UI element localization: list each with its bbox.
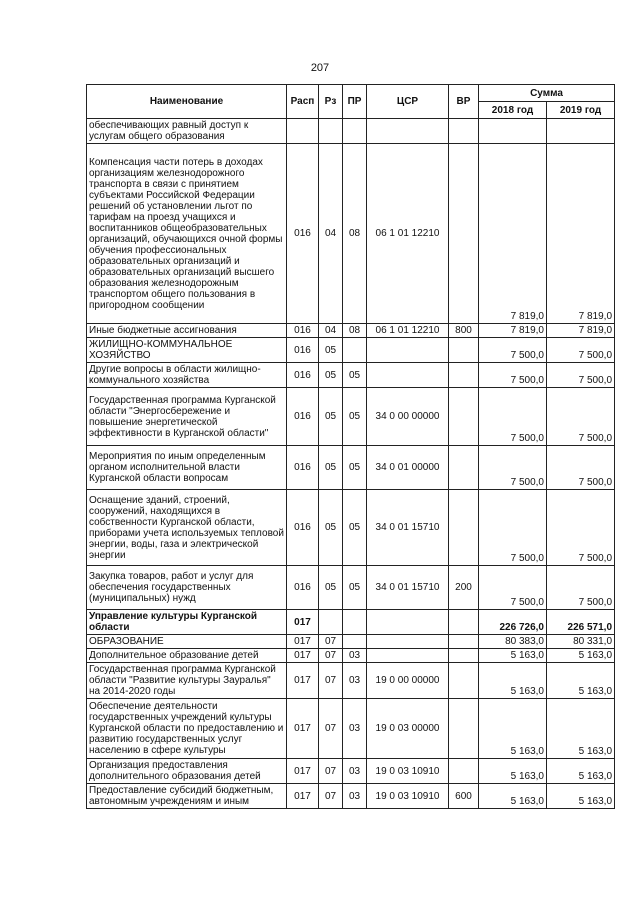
- row-name: Иные бюджетные ассигнования: [87, 324, 287, 338]
- row-pr: 03: [343, 649, 367, 663]
- table-row: [87, 663, 615, 699]
- row-pr: 05: [343, 363, 367, 388]
- row-vr: [449, 363, 479, 388]
- row-vr: [449, 649, 479, 663]
- row-name: Обеспечение деятельности государственных учреждений культуры Курганской области по предоставлению и развитию государственных услуг населению в сфере культуры: [87, 699, 287, 759]
- row-sum-2019: 5 163,0: [547, 699, 615, 759]
- row-csr: 34 0 01 00000: [367, 446, 449, 490]
- row-rz: 05: [319, 490, 343, 566]
- row-pr: 03: [343, 699, 367, 759]
- row-sum-2018: 7 819,0: [479, 144, 547, 324]
- row-rz: 05: [319, 446, 343, 490]
- row-name: ОБРАЗОВАНИЕ: [87, 635, 287, 649]
- row-rz: 04: [319, 324, 343, 338]
- row-name: Дополнительное образование детей: [87, 649, 287, 663]
- row-sum-2019: 5 163,0: [547, 663, 615, 699]
- row-sum-2019: 5 163,0: [547, 784, 615, 809]
- row-csr: 06 1 01 12210: [367, 324, 449, 338]
- row-sum-2018: 7 819,0: [479, 324, 547, 338]
- row-sum-2018: 7 500,0: [479, 566, 547, 610]
- row-sum-2019: 7 500,0: [547, 388, 615, 446]
- header-sum: Сумма: [479, 85, 615, 102]
- row-csr: 19 0 03 10910: [367, 784, 449, 809]
- row-name: Компенсация части потерь в доходах организациям железнодорожного транспорта в связи с принятием субъектами Российской Федерации решений об установлении льгот по тарифам на проезд учащихся и воспитанников общеобразовательных организаций, обучающихся очной формы обучения профессиональных образовательных организаций и образовательных организаций высшего образования железнодорожным транспортом общего пользования в пригородном сообщении: [87, 144, 287, 324]
- header-2019: 2019 год: [547, 102, 615, 119]
- header-row: [87, 85, 615, 102]
- row-rasp: 017: [287, 759, 319, 784]
- row-vr: [449, 388, 479, 446]
- budget-table: [86, 84, 615, 809]
- row-rz: 04: [319, 144, 343, 324]
- row-pr: 05: [343, 446, 367, 490]
- row-rasp: 017: [287, 699, 319, 759]
- row-rasp: 016: [287, 446, 319, 490]
- row-vr: [449, 663, 479, 699]
- header-2018: 2018 год: [479, 102, 547, 119]
- row-sum-2019: 226 571,0: [547, 610, 615, 635]
- row-sum-2019: 5 163,0: [547, 759, 615, 784]
- row-sum-2019: 7 500,0: [547, 446, 615, 490]
- row-sum-2018: 7 500,0: [479, 388, 547, 446]
- row-pr: [343, 119, 367, 144]
- table-row: [87, 699, 615, 759]
- row-rz: 05: [319, 388, 343, 446]
- row-rasp: 017: [287, 610, 319, 635]
- table-row: [87, 759, 615, 784]
- row-vr: [449, 699, 479, 759]
- row-vr: [449, 119, 479, 144]
- row-vr: [449, 446, 479, 490]
- header-rasp: Расп: [287, 85, 319, 119]
- row-rz: 07: [319, 699, 343, 759]
- row-rz: 05: [319, 566, 343, 610]
- row-name: Закупка товаров, работ и услуг для обеспечения государственных (муниципальных) нужд: [87, 566, 287, 610]
- page-number: 207: [310, 62, 330, 74]
- table-row: [87, 566, 615, 610]
- row-sum-2018: 5 163,0: [479, 784, 547, 809]
- row-vr: 800: [449, 324, 479, 338]
- row-name: Оснащение зданий, строений, сооружений, находящихся в собственности Курганской области, приборами учета используемых тепловой энергии, воды, газа и электрической энергии: [87, 490, 287, 566]
- row-rasp: 016: [287, 566, 319, 610]
- row-rasp: 017: [287, 784, 319, 809]
- row-name: ЖИЛИЩНО-КОММУНАЛЬНОЕ ХОЗЯЙСТВО: [87, 338, 287, 363]
- row-vr: [449, 759, 479, 784]
- row-vr: [449, 144, 479, 324]
- row-name: Организация предоставления дополнительного образования детей: [87, 759, 287, 784]
- row-pr: 05: [343, 490, 367, 566]
- row-sum-2019: 7 500,0: [547, 490, 615, 566]
- table-row: [87, 649, 615, 663]
- row-sum-2019: 7 819,0: [547, 144, 615, 324]
- row-name: обеспечивающих равный доступ к услугам общего образования: [87, 119, 287, 144]
- row-sum-2018: 7 500,0: [479, 490, 547, 566]
- row-rasp: 017: [287, 649, 319, 663]
- row-csr: [367, 610, 449, 635]
- row-sum-2018: 226 726,0: [479, 610, 547, 635]
- row-csr: [367, 635, 449, 649]
- row-rz: 07: [319, 784, 343, 809]
- row-rasp: 016: [287, 338, 319, 363]
- row-rasp: 016: [287, 363, 319, 388]
- row-vr: [449, 490, 479, 566]
- row-sum-2019: [547, 119, 615, 144]
- row-pr: [343, 610, 367, 635]
- row-rz: 07: [319, 759, 343, 784]
- row-sum-2019: 5 163,0: [547, 649, 615, 663]
- row-pr: 05: [343, 388, 367, 446]
- row-rz: 07: [319, 663, 343, 699]
- row-rasp: 017: [287, 663, 319, 699]
- row-name: Другие вопросы в области жилищно-коммунального хозяйства: [87, 363, 287, 388]
- row-sum-2019: 80 331,0: [547, 635, 615, 649]
- row-name: Управление культуры Курганской области: [87, 610, 287, 635]
- header-csr: ЦСР: [367, 85, 449, 119]
- table-row: [87, 784, 615, 809]
- row-vr: [449, 610, 479, 635]
- row-csr: [367, 338, 449, 363]
- row-rz: [319, 610, 343, 635]
- header-rz: Рз: [319, 85, 343, 119]
- row-sum-2019: 7 500,0: [547, 363, 615, 388]
- row-rz: 05: [319, 338, 343, 363]
- table-row: [87, 490, 615, 566]
- row-sum-2018: 7 500,0: [479, 446, 547, 490]
- row-csr: 19 0 03 10910: [367, 759, 449, 784]
- table-row: [87, 324, 615, 338]
- row-csr: 34 0 01 15710: [367, 566, 449, 610]
- row-vr: 600: [449, 784, 479, 809]
- row-rasp: 016: [287, 388, 319, 446]
- row-pr: [343, 635, 367, 649]
- row-sum-2018: 5 163,0: [479, 759, 547, 784]
- row-vr: [449, 338, 479, 363]
- row-vr: [449, 635, 479, 649]
- row-sum-2018: [479, 119, 547, 144]
- row-pr: 08: [343, 324, 367, 338]
- row-pr: 03: [343, 784, 367, 809]
- row-vr: 200: [449, 566, 479, 610]
- row-rz: 05: [319, 363, 343, 388]
- row-pr: 03: [343, 759, 367, 784]
- table-row: [87, 446, 615, 490]
- row-csr: 19 0 00 00000: [367, 663, 449, 699]
- row-name: Предоставление субсидий бюджетным, автономным учреждениям и иным: [87, 784, 287, 809]
- row-sum-2018: 7 500,0: [479, 363, 547, 388]
- row-csr: 06 1 01 12210: [367, 144, 449, 324]
- row-sum-2018: 80 383,0: [479, 635, 547, 649]
- row-rasp: 016: [287, 324, 319, 338]
- row-pr: 03: [343, 663, 367, 699]
- row-rz: 07: [319, 635, 343, 649]
- row-rasp: 016: [287, 144, 319, 324]
- row-sum-2018: 5 163,0: [479, 663, 547, 699]
- row-sum-2019: 7 500,0: [547, 338, 615, 363]
- row-rz: [319, 119, 343, 144]
- row-pr: [343, 338, 367, 363]
- row-csr: 34 0 01 15710: [367, 490, 449, 566]
- row-csr: [367, 363, 449, 388]
- row-sum-2019: 7 819,0: [547, 324, 615, 338]
- table-row: [87, 338, 615, 363]
- row-sum-2018: 5 163,0: [479, 649, 547, 663]
- row-sum-2019: 7 500,0: [547, 566, 615, 610]
- row-sum-2018: 7 500,0: [479, 338, 547, 363]
- row-rasp: 016: [287, 490, 319, 566]
- table-row: [87, 119, 615, 144]
- table-row: [87, 388, 615, 446]
- row-csr: [367, 649, 449, 663]
- table-row: [87, 610, 615, 635]
- row-sum-2018: 5 163,0: [479, 699, 547, 759]
- row-rasp: [287, 119, 319, 144]
- row-csr: 19 0 03 00000: [367, 699, 449, 759]
- row-name: Государственная программа Курганской области "Развитие культуры Зауралья" на 2014-2020 годы: [87, 663, 287, 699]
- row-name: Государственная программа Курганской области "Энергосбережение и повышение энергетической эффективности в Курганской области": [87, 388, 287, 446]
- row-rasp: 017: [287, 635, 319, 649]
- row-csr: [367, 119, 449, 144]
- table-row: [87, 635, 615, 649]
- row-csr: 34 0 00 00000: [367, 388, 449, 446]
- header-name: Наименование: [87, 85, 287, 119]
- row-pr: 08: [343, 144, 367, 324]
- table-row: [87, 144, 615, 324]
- header-vr: ВР: [449, 85, 479, 119]
- row-pr: 05: [343, 566, 367, 610]
- row-rz: 07: [319, 649, 343, 663]
- table-row: [87, 363, 615, 388]
- header-pr: ПР: [343, 85, 367, 119]
- row-name: Мероприятия по иным определенным органом исполнительной власти Курганской области вопросам: [87, 446, 287, 490]
